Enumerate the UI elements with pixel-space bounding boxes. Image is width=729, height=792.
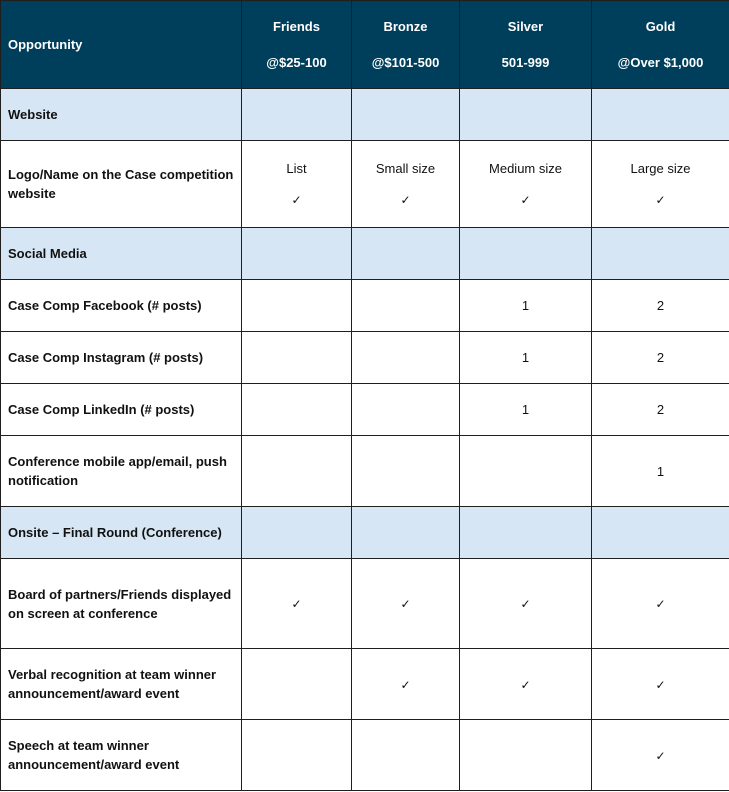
cell-silver: 1 — [460, 280, 592, 332]
cell-silver — [460, 141, 592, 228]
tier-name: Friends — [273, 19, 320, 34]
cell-silver: 1 — [460, 384, 592, 436]
header-row — [1, 1, 729, 89]
cell-gold: 2 — [592, 280, 729, 332]
check-icon: ✓ — [400, 597, 411, 611]
section-row-social — [1, 228, 729, 280]
cell-bronze — [352, 141, 460, 228]
tier-price: 501-999 — [501, 55, 550, 70]
size-text: List — [286, 161, 307, 176]
cell-gold: 1 — [592, 436, 729, 507]
row-label: Logo/Name on the Case competition website — [1, 141, 242, 228]
table-row — [1, 280, 729, 332]
section-title: Onsite – Final Round (Conference) — [1, 507, 242, 559]
check-icon: ✓ — [655, 677, 666, 692]
section-row-website — [1, 89, 729, 141]
table-row — [1, 720, 729, 791]
cell-gold: 2 — [592, 332, 729, 384]
check-icon: ✓ — [655, 193, 666, 207]
row-label: Case Comp Instagram (# posts) — [1, 332, 242, 384]
header-tier-gold — [592, 1, 729, 89]
table-row — [1, 559, 729, 649]
table-row — [1, 384, 729, 436]
size-text: Large size — [630, 161, 691, 176]
table-row — [1, 649, 729, 720]
cell-gold: 2 — [592, 384, 729, 436]
header-opportunity: Opportunity — [1, 1, 242, 89]
section-title: Website — [1, 89, 242, 141]
cell-gold — [592, 141, 729, 228]
tier-name: Bronze — [383, 19, 428, 34]
row-label: Speech at team winner announcement/award event — [1, 720, 242, 791]
size-text: Small size — [375, 161, 436, 176]
row-label: Conference mobile app/email, push notification — [1, 436, 242, 507]
tier-name: Gold — [645, 19, 676, 34]
tier-price: @$101-500 — [371, 55, 440, 70]
check-icon: ✓ — [520, 193, 531, 207]
header-tier-friends — [242, 1, 352, 89]
tier-price: @$25-100 — [266, 55, 327, 70]
check-icon: ✓ — [291, 193, 302, 207]
row-label: Case Comp LinkedIn (# posts) — [1, 384, 242, 436]
check-icon: ✓ — [400, 193, 411, 207]
check-icon: ✓ — [520, 677, 531, 692]
tier-name: Silver — [507, 19, 544, 34]
table-row — [1, 141, 729, 228]
table-row — [1, 332, 729, 384]
check-icon: ✓ — [520, 597, 531, 611]
check-icon: ✓ — [291, 597, 302, 611]
check-icon: ✓ — [655, 597, 666, 611]
section-row-onsite — [1, 507, 729, 559]
row-label: Verbal recognition at team winner announcement/award event — [1, 649, 242, 720]
table-row — [1, 436, 729, 507]
cell-friends — [242, 141, 352, 228]
cell-silver: 1 — [460, 332, 592, 384]
tier-price: @Over $1,000 — [617, 55, 704, 70]
check-icon: ✓ — [400, 677, 411, 692]
row-label: Board of partners/Friends displayed on screen at conference — [1, 559, 242, 649]
section-title: Social Media — [1, 228, 242, 280]
header-tier-silver — [460, 1, 592, 89]
header-tier-bronze — [352, 1, 460, 89]
check-icon: ✓ — [655, 748, 666, 763]
size-text: Medium size — [489, 161, 562, 176]
row-label: Case Comp Facebook (# posts) — [1, 280, 242, 332]
